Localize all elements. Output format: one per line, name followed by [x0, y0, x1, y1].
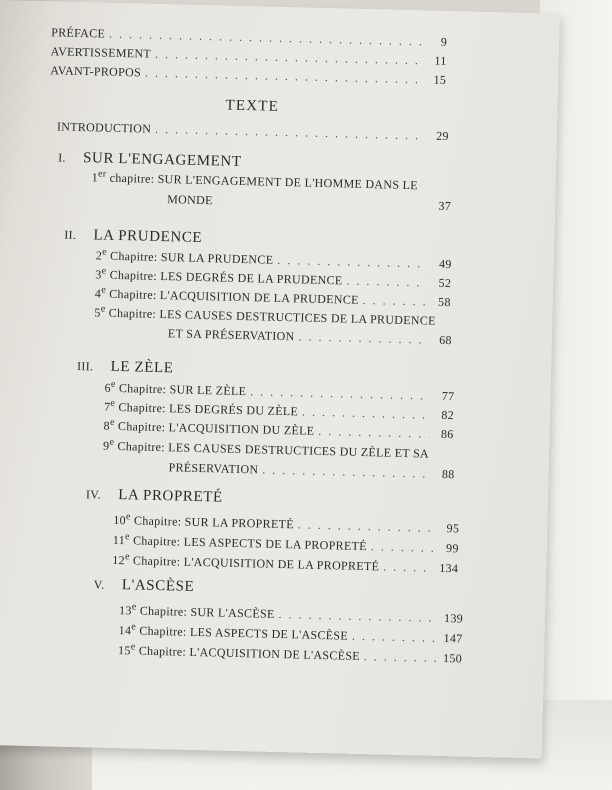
chapter-page: 37 — [438, 198, 452, 214]
chapter-number: 4 — [94, 286, 102, 301]
chapter-10 — [113, 513, 459, 536]
leader-dots — [250, 384, 431, 403]
section-heading-iv — [86, 486, 223, 506]
chapter-page: 95 — [446, 521, 460, 536]
chapter-ordinal: e — [131, 601, 137, 613]
chapter-ordinal: e — [102, 246, 108, 258]
section-title: LE ZÈLE — [110, 358, 174, 377]
chapter-word: Chapitre: — [118, 400, 166, 416]
toc-entry-introduction — [57, 119, 449, 144]
chapter-title: SUR LA PROPRETÉ — [184, 514, 294, 532]
chapter-1-line-2 — [167, 192, 451, 214]
chapter-ordinal: e — [124, 551, 130, 563]
chapter-ordinal: e — [101, 284, 107, 296]
chapter-word: Chapitre: — [133, 513, 182, 529]
chapter-9-line-2 — [168, 460, 454, 482]
chapter-title: SUR LE ZÈLE — [169, 382, 247, 399]
chapter-title-continued: PRÉSERVATION — [168, 460, 259, 477]
leader-dots — [371, 539, 435, 556]
entry-page: 11 — [434, 53, 447, 68]
chapter-word: Chapitre: — [117, 439, 166, 455]
chapter-9-line-1 — [102, 436, 430, 462]
leader-dots — [277, 253, 428, 272]
chapter-title: L'ACQUISITION DE L'ASCÈSE — [189, 644, 361, 663]
leader-dots — [363, 293, 427, 310]
chapter-15 — [118, 643, 462, 666]
chapter-ordinal: e — [100, 303, 106, 315]
chapter-title: LES ASPECTS DE LA PROPRETÉ — [183, 534, 367, 554]
chapter-word: Chapitre: — [118, 381, 167, 397]
chapter-page: 86 — [440, 426, 454, 442]
section-number: II. — [64, 227, 77, 242]
chapter-word: Chapitre: — [109, 267, 158, 283]
chapter-number: 7 — [103, 399, 111, 414]
chapter-11 — [113, 533, 459, 556]
leader-dots — [155, 122, 425, 144]
chapter-word: Chapitre: — [132, 553, 181, 569]
chapter-word: Chapitre: — [132, 533, 181, 549]
chapter-page: 49 — [438, 256, 452, 272]
chapter-page: 77 — [441, 388, 455, 404]
chapter-title: L'ACQUISITION DE LA PROPRETÉ — [183, 554, 380, 574]
chapter-word: chapitre: — [109, 170, 155, 186]
leader-dots — [298, 329, 428, 347]
chapter-page: 134 — [439, 560, 459, 576]
entry-page: 15 — [433, 72, 447, 87]
chapter-word: Chapitre: — [108, 305, 157, 321]
leader-dots — [278, 607, 439, 626]
chapter-number: 15 — [117, 643, 131, 658]
chapter-page: 52 — [438, 275, 452, 291]
chapter-ordinal: e — [109, 416, 115, 428]
chapter-ordinal: e — [131, 621, 137, 633]
section-number: V. — [93, 577, 105, 592]
chapter-page: 82 — [441, 407, 455, 423]
section-heading-ii — [64, 227, 202, 247]
section-heading-v — [94, 576, 195, 595]
section-title: SUR L'ENGAGEMENT — [82, 150, 242, 170]
section-title: LA PROPRETÉ — [118, 487, 223, 506]
entry-page: 9 — [440, 34, 448, 49]
leader-dots — [302, 405, 430, 423]
chapter-number: 2 — [95, 248, 103, 263]
section-heading-iii — [77, 358, 174, 377]
chapter-number: 14 — [118, 623, 132, 638]
texte-heading: TEXTE — [225, 97, 280, 115]
chapter-page: 150 — [442, 651, 463, 666]
chapter-ordinal: e — [110, 378, 116, 390]
chapter-1-line-1 — [92, 170, 419, 193]
chapter-word: Chapitre: — [139, 603, 188, 619]
chapter-title: SUR L'ASCÈSE — [190, 604, 275, 621]
chapter-13 — [119, 603, 463, 626]
section-heading-i — [58, 149, 242, 170]
chapter-number: 10 — [113, 512, 127, 528]
entry-label: AVANT-PROPOS — [50, 63, 142, 80]
chapter-number: 6 — [104, 380, 112, 395]
chapter-word: Chapitre: — [138, 643, 187, 659]
chapter-12 — [112, 553, 458, 576]
entry-label: PRÉFACE — [51, 25, 106, 41]
section-number: IV. — [85, 487, 102, 502]
chapter-title: L'ACQUISITION DU ZÈLE — [168, 420, 315, 438]
chapter-number: 1 — [91, 170, 99, 185]
chapter-ordinal: e — [130, 641, 136, 653]
chapter-word: Chapitre: — [109, 286, 157, 302]
entry-label: AVERTISSEMENT — [50, 44, 152, 61]
chapter-title: LES CAUSES DESTRUCTICES DU ZÈLE ET SA — [167, 440, 430, 461]
chapter-8 — [103, 416, 454, 443]
chapter-ordinal: e — [101, 265, 107, 277]
leader-dots — [383, 560, 434, 576]
chapter-number: 5 — [94, 305, 101, 320]
chapter-number: 8 — [103, 418, 111, 433]
chapter-title: LES DEGRÉS DU ZÈLE — [168, 401, 299, 419]
chapter-number: 12 — [112, 552, 126, 568]
chapter-title: L'ACQUISITION DE LA PRUDENCE — [159, 287, 359, 307]
chapter-ordinal: e — [110, 397, 116, 409]
leader-dots — [346, 274, 427, 291]
chapter-title: LES CAUSES DESTRUCTICES DE LA PRUDENCE — [159, 306, 436, 328]
chapter-page: 88 — [441, 466, 455, 482]
chapter-ordinal: e — [125, 511, 131, 523]
entry-label: INTRODUCTION — [56, 119, 152, 136]
leader-dots — [262, 463, 431, 482]
section-title: L'ASCÈSE — [121, 577, 195, 595]
chapter-14 — [118, 623, 462, 646]
chapter-title-continued: MONDE — [167, 192, 213, 208]
chapter-page: 68 — [439, 332, 452, 348]
chapter-page: 147 — [443, 631, 463, 646]
leader-dots — [364, 649, 439, 666]
chapter-title: LES DEGRÉS DE LA PRUDENCE — [160, 269, 343, 288]
chapter-ordinal: e — [109, 436, 115, 448]
chapter-word: Chapitre: — [139, 623, 187, 639]
chapter-number: 9 — [102, 438, 110, 453]
leader-dots — [352, 629, 439, 646]
leader-dots — [145, 66, 423, 88]
entry-page: 29 — [436, 128, 449, 144]
chapter-number: 3 — [95, 267, 102, 282]
chapter-number: 11 — [112, 532, 126, 548]
chapter-page: 99 — [445, 541, 459, 556]
chapter-page: 139 — [443, 611, 464, 626]
leader-dots — [318, 424, 430, 442]
chapter-ordinal: er — [97, 168, 107, 180]
section-number: III. — [76, 358, 94, 374]
chapter-title: SUR LA PRUDENCE — [160, 250, 274, 267]
leader-dots — [298, 517, 436, 535]
chapter-page: 58 — [437, 294, 451, 310]
chapter-word: Chapitre: — [109, 248, 158, 264]
chapter-5-line-2 — [168, 326, 452, 348]
chapter-title: SUR L'ENGAGEMENT DE L'HOMME DANS LE — [157, 171, 419, 193]
chapter-5-line-1 — [94, 305, 436, 328]
chapter-number: 13 — [118, 603, 132, 618]
chapter-title: LES ASPECTS DE L'ASCÈSE — [189, 624, 349, 643]
leader-dots — [155, 47, 423, 69]
section-number: I. — [57, 150, 66, 165]
chapter-word: Chapitre: — [117, 419, 166, 435]
chapter-title-continued: ET SA PRÉSERVATION — [167, 326, 295, 344]
chapter-ordinal: e — [124, 531, 130, 543]
section-title: LA PRUDENCE — [93, 227, 203, 247]
